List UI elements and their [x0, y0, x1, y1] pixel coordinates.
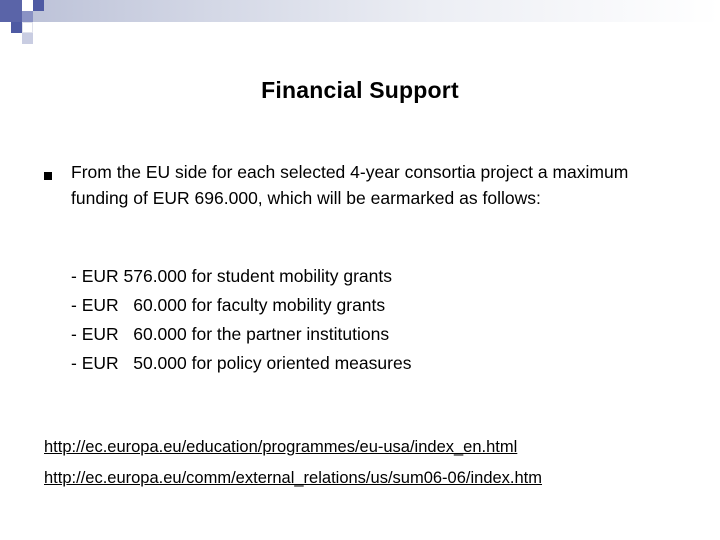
corner-square: [11, 22, 22, 33]
education-programme-link[interactable]: http://ec.europa.eu/education/programmes/eu-usa/index_en.html: [44, 438, 518, 456]
external-relations-link[interactable]: http://ec.europa.eu/comm/external_relations/us/sum06-06/index.htm: [44, 469, 543, 487]
corner-square: [22, 0, 33, 11]
bullet-paragraph: From the EU side for each selected 4-year consortia project a maximum funding of EUR 696.000, which will be earmarked as follows:: [71, 162, 629, 208]
allocation-item: - EUR 576.000 for student mobility grants: [71, 266, 392, 286]
corner-square: [22, 11, 33, 22]
square-bullet-icon: [44, 172, 52, 180]
corner-square: [0, 0, 22, 22]
slide-title: Financial Support: [261, 77, 459, 103]
reference-links: [44, 432, 704, 494]
allocation-item: - EUR 50.000 for policy oriented measures: [71, 353, 412, 373]
corner-square: [33, 0, 44, 11]
allocation-item: - EUR 60.000 for faculty mobility grants: [71, 295, 386, 315]
corner-square: [22, 33, 33, 44]
allocation-list: [71, 262, 631, 378]
corner-square: [22, 22, 33, 33]
allocation-item: - EUR 60.000 for the partner institutions: [71, 324, 390, 344]
header-gradient-bar: [0, 0, 720, 22]
